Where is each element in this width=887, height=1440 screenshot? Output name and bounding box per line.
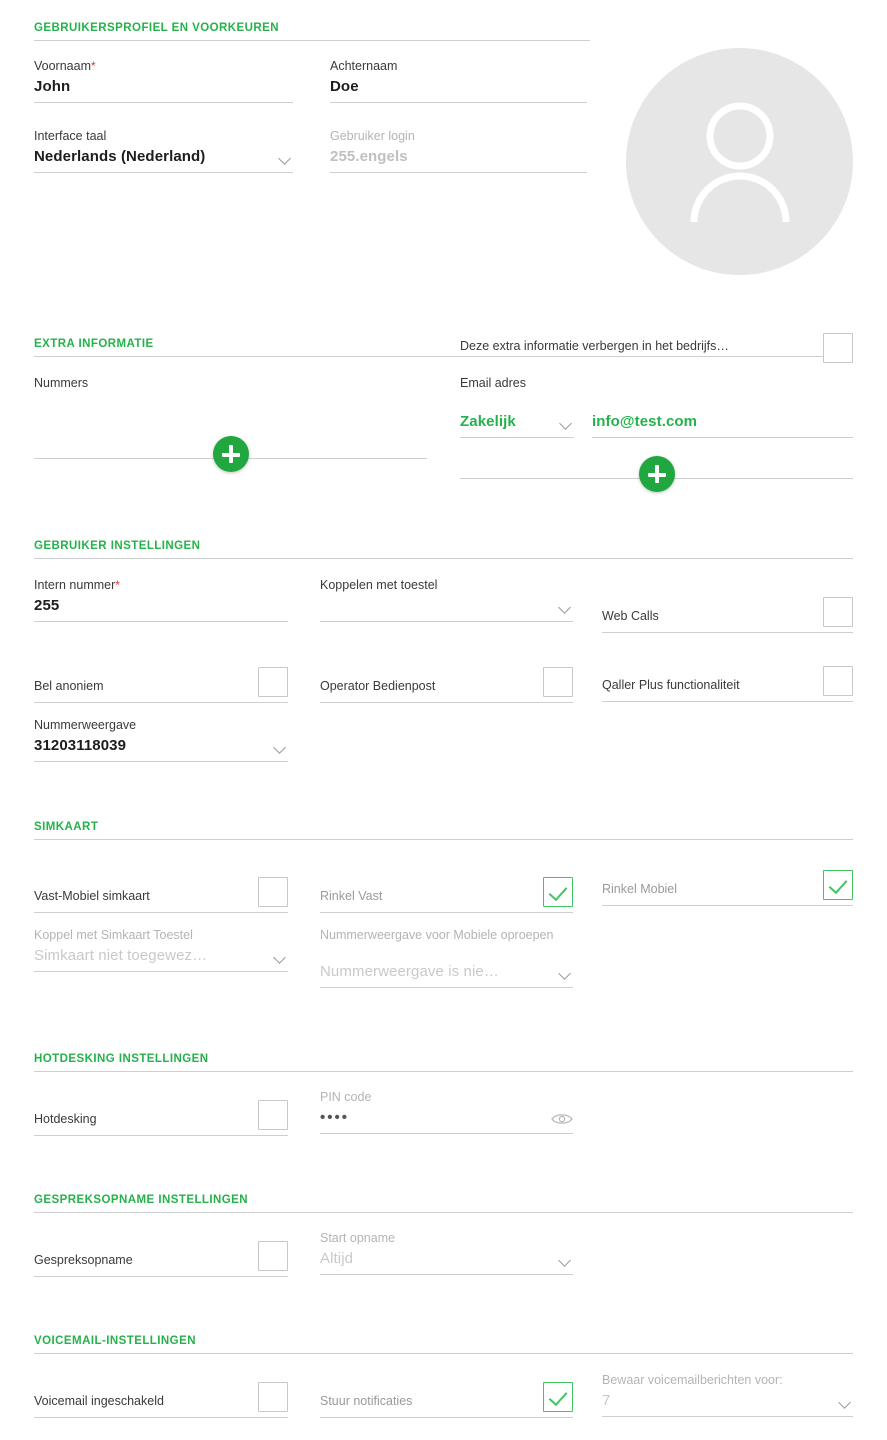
label-rinkel-mobiel: Rinkel Mobiel [602, 882, 678, 896]
label-start-opname: Start opname [320, 1231, 396, 1245]
checkbox-vast-mobiel-simkaart[interactable] [258, 877, 288, 907]
label-email-adres: Email adres [460, 376, 526, 390]
row-rinkel-vast[interactable] [320, 877, 573, 913]
section-title-hotdesking: HOTDESKING INSTELLINGEN [34, 1053, 853, 1072]
required-marker-intern-nummer: * [115, 578, 120, 592]
section-title-simkaart: SIMKAART [34, 821, 853, 840]
field-achternaam[interactable] [330, 58, 587, 103]
label-nummers: Nummers [34, 376, 89, 390]
label-voornaam: Voornaam* [34, 59, 96, 73]
label-voicemail-ingeschakeld: Voicemail ingeschakeld [34, 1394, 164, 1408]
person-icon [680, 100, 800, 224]
row-hotdesking[interactable] [34, 1100, 288, 1136]
section-user-settings-header [34, 540, 853, 559]
value-achternaam[interactable]: Doe [330, 78, 359, 95]
checkbox-rinkel-vast[interactable] [543, 877, 573, 907]
label-operator-bedienpost: Operator Bedienpost [320, 679, 436, 693]
value-voornaam[interactable]: John [34, 78, 71, 95]
section-simkaart-header [34, 821, 853, 840]
label-bel-anoniem: Bel anoniem [34, 679, 104, 693]
field-pin-code[interactable] [320, 1089, 573, 1134]
row-bel-anoniem[interactable] [34, 667, 288, 703]
eye-icon-toggle-pin[interactable] [551, 1112, 573, 1128]
required-marker-voornaam: * [90, 59, 96, 73]
plus-icon-add-number[interactable] [213, 436, 249, 472]
section-recording-header [34, 1194, 853, 1213]
value-pin-code[interactable]: •••• [320, 1109, 350, 1126]
row-stuur-notificaties[interactable] [320, 1382, 573, 1418]
field-start-opname [320, 1230, 573, 1275]
checkbox-gespreksopname[interactable] [258, 1241, 288, 1271]
value-koppel-simkaart-toestel: Simkaart niet toegewez… [34, 947, 208, 964]
row-gespreksopname[interactable] [34, 1241, 288, 1277]
row-rinkel-mobiel[interactable] [602, 870, 853, 906]
add-email-row[interactable] [460, 450, 853, 484]
label-intern-nummer: Intern nummer* [34, 578, 120, 592]
label-qaller-plus: Qaller Plus functionaliteit [602, 678, 740, 692]
checkbox-qaller-plus[interactable] [823, 666, 853, 696]
value-email-type[interactable]: Zakelijk [460, 413, 516, 430]
row-operator-bedienpost[interactable] [320, 667, 573, 703]
label-interface-taal: Interface taal [34, 129, 107, 143]
label-gebruiker-login: Gebruiker login [330, 129, 415, 143]
label-nummerweergave: Nummerweergave [34, 718, 137, 732]
label-koppel-simkaart-toestel: Koppel met Simkaart Toestel [34, 928, 193, 942]
checkbox-rinkel-mobiel[interactable] [823, 870, 853, 900]
value-intern-nummer[interactable]: 255 [34, 597, 60, 614]
field-gebruiker-login [330, 128, 587, 173]
label-bewaar-voicemail: Bewaar voicemailberichten voor: [602, 1373, 783, 1387]
row-voicemail-ingeschakeld[interactable] [34, 1382, 288, 1418]
row-hide-extra-info[interactable] [460, 333, 853, 363]
field-intern-nummer[interactable] [34, 577, 288, 622]
checkbox-voicemail-ingeschakeld[interactable] [258, 1382, 288, 1412]
field-koppel-simkaart-toestel [34, 927, 288, 972]
plus-icon-add-email[interactable] [639, 456, 675, 492]
checkbox-web-calls[interactable] [823, 597, 853, 627]
section-title-user-settings: GEBRUIKER INSTELLINGEN [34, 540, 853, 559]
label-rinkel-vast: Rinkel Vast [320, 889, 383, 903]
value-nummerweergave-mobiel: Nummerweergave is nie… [320, 963, 499, 980]
row-web-calls[interactable] [602, 597, 853, 633]
label-stuur-notificaties: Stuur notificaties [320, 1394, 413, 1408]
avatar[interactable] [626, 48, 853, 275]
label-gespreksopname: Gespreksopname [34, 1253, 133, 1267]
value-nummerweergave[interactable]: 31203118039 [34, 737, 127, 754]
field-koppelen-met-toestel[interactable] [320, 577, 573, 622]
row-qaller-plus[interactable] [602, 666, 853, 702]
value-koppelen-met-toestel[interactable] [320, 596, 573, 616]
label-pin-code: PIN code [320, 1090, 372, 1104]
label-nummerweergave-mobiel: Nummerweergave voor Mobiele oproepen [320, 928, 554, 942]
add-number-row[interactable] [34, 430, 427, 464]
checkbox-stuur-notificaties[interactable] [543, 1382, 573, 1412]
field-nummerweergave[interactable] [34, 717, 288, 762]
label-hotdesking: Hotdesking [34, 1112, 97, 1126]
label-achternaam: Achternaam [330, 59, 398, 73]
checkbox-operator-bedienpost[interactable] [543, 667, 573, 697]
value-start-opname: Altijd [320, 1250, 354, 1267]
label-hide-extra-info: Deze extra informatie verbergen in het bedrijfs… [460, 339, 729, 353]
field-email-type[interactable] [460, 412, 574, 438]
value-interface-taal[interactable]: Nederlands (Nederland) [34, 148, 206, 165]
label-vast-mobiel-simkaart: Vast-Mobiel simkaart [34, 889, 150, 903]
field-voornaam[interactable] [34, 58, 293, 103]
field-email-value[interactable] [592, 412, 853, 438]
section-profile-header [34, 22, 590, 41]
section-title-recording: GESPREKSOPNAME INSTELLINGEN [34, 1194, 853, 1213]
checkbox-hide-extra-info[interactable] [823, 333, 853, 363]
field-nummerweergave-mobiel [320, 927, 573, 988]
value-bewaar-voicemail: 7 [602, 1392, 611, 1409]
value-email-adres[interactable]: info@test.com [592, 413, 698, 430]
section-title-profile: GEBRUIKERSPROFIEL EN VOORKEUREN [34, 22, 590, 41]
row-vast-mobiel-simkaart[interactable] [34, 877, 288, 913]
field-bewaar-voicemail [602, 1372, 853, 1417]
section-hotdesking-header [34, 1053, 853, 1072]
checkbox-bel-anoniem[interactable] [258, 667, 288, 697]
field-email-label [460, 375, 853, 394]
label-web-calls: Web Calls [602, 609, 659, 623]
section-title-extra: EXTRA INFORMATIE [34, 338, 853, 357]
value-gebruiker-login: 255.engels [330, 148, 408, 165]
checkbox-hotdesking[interactable] [258, 1100, 288, 1130]
field-nummers [34, 375, 427, 394]
section-voicemail-header [34, 1335, 853, 1354]
field-interface-taal[interactable] [34, 128, 293, 173]
section-title-voicemail: VOICEMAIL-INSTELLINGEN [34, 1335, 853, 1354]
label-koppelen-met-toestel: Koppelen met toestel [320, 578, 438, 592]
